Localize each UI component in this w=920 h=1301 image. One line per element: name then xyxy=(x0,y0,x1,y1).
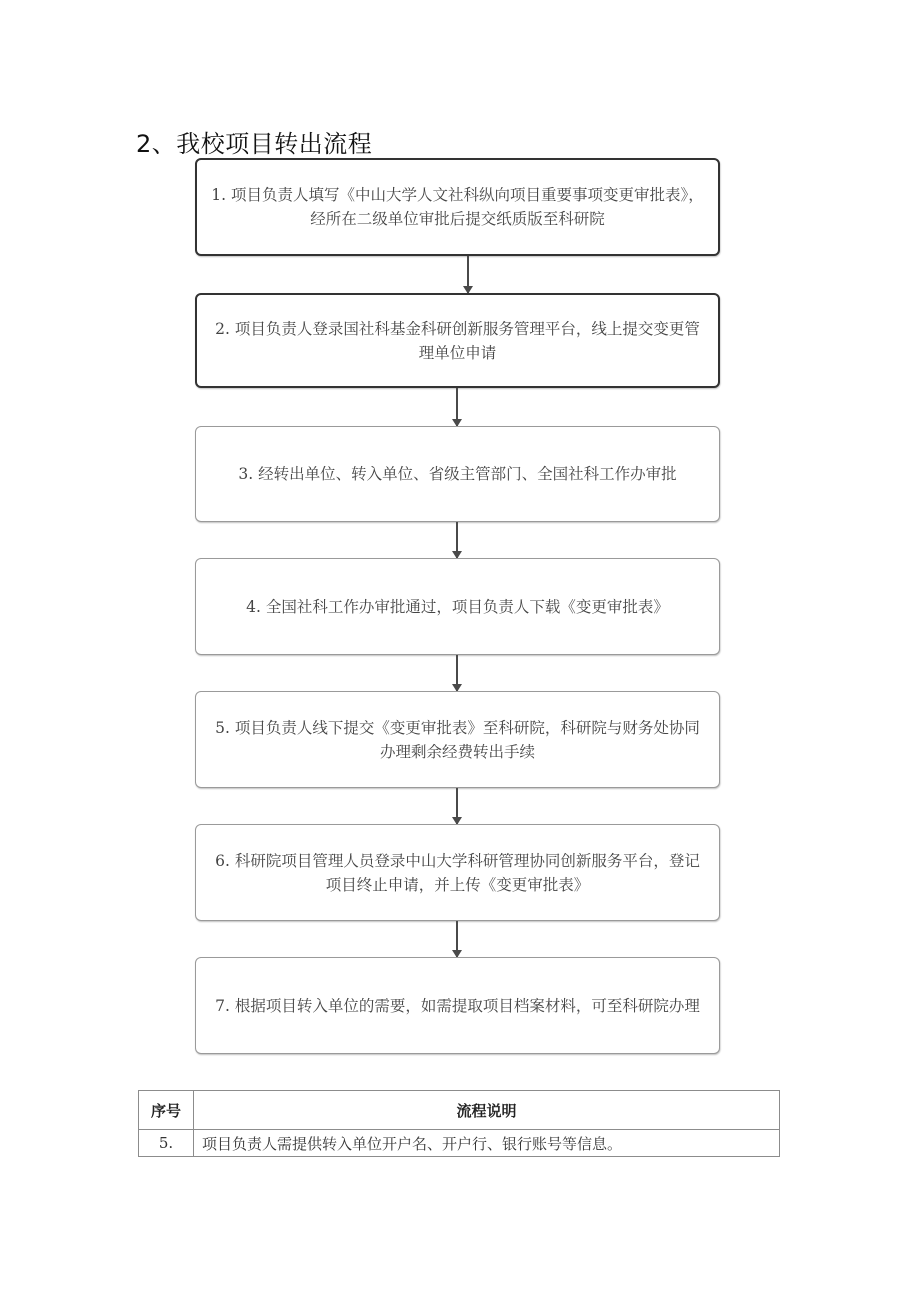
flow-step-5-text: 5. 项目负责人线下提交《变更审批表》至科研院，科研院与财务处协同办理剩余经费转出手续 xyxy=(215,718,700,761)
flow-step-1-text: 1. 项目负责人填写《中山大学人文社科纵向项目重要事项变更审批表》，经所在二级单位审批后提交纸质版至科研院 xyxy=(211,186,704,228)
flow-step-7-text: 7. 根据项目转入单位的需要，如需提取项目档案材料，可至科研院办理 xyxy=(215,996,700,1015)
table-row xyxy=(139,1130,780,1157)
flow-step-4 xyxy=(195,558,720,655)
row-number-cell: 5. xyxy=(139,1130,194,1157)
page-title: 2、我校项目转出流程 xyxy=(136,130,373,158)
flow-step-6 xyxy=(195,824,720,921)
flow-arrow-4 xyxy=(456,655,458,691)
column-header-description: 流程说明 xyxy=(194,1091,780,1130)
flow-step-3 xyxy=(195,426,720,522)
flow-arrow-1 xyxy=(467,256,469,293)
flow-step-5 xyxy=(195,691,720,788)
flow-step-2 xyxy=(195,293,720,388)
flow-arrow-3 xyxy=(456,522,458,558)
flow-step-6-text: 6. 科研院项目管理人员登录中山大学科研管理协同创新服务平台，登记项目终止申请，并上传《变更审批表》 xyxy=(215,851,700,894)
flow-arrow-5 xyxy=(456,788,458,824)
flow-step-7 xyxy=(195,957,720,1054)
flow-arrow-2 xyxy=(456,388,458,426)
flow-step-2-text: 2. 项目负责人登录国社科基金科研创新服务管理平台，线上提交变更管理单位申请 xyxy=(215,319,700,362)
table-header-row xyxy=(139,1091,780,1130)
column-header-number: 序号 xyxy=(139,1091,194,1130)
flow-step-4-text: 4. 全国社科工作办审批通过，项目负责人下载《变更审批表》 xyxy=(246,597,669,616)
flow-step-1 xyxy=(195,158,720,256)
flow-arrow-6 xyxy=(456,921,458,957)
row-description-cell: 项目负责人需提供转入单位开户名、开户行、银行账号等信息。 xyxy=(194,1130,780,1157)
process-notes-table xyxy=(138,1090,780,1157)
flow-step-3-text: 3. 经转出单位、转入单位、省级主管部门、全国社科工作办审批 xyxy=(238,465,677,483)
